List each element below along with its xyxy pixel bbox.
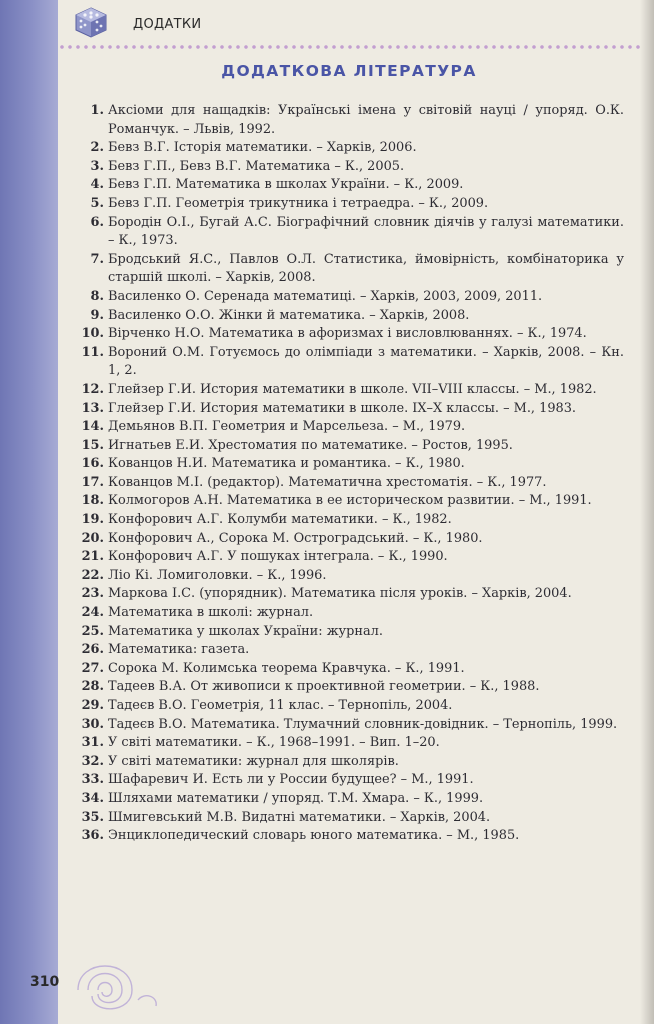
reference-number: 27.	[81, 660, 104, 676]
reference-text: Маркова І.С. (упорядник). Математика після уроків. – Харків, 2004.	[108, 586, 572, 602]
reference-number: 6.	[90, 214, 104, 230]
reference-text: Бевз Г.П., Бевз В.Г. Математика – К., 2005.	[108, 158, 405, 174]
reference-number: 9.	[90, 307, 104, 323]
reference-number: 11.	[81, 344, 104, 360]
reference-text: Бевз Г.П. Математика в школах України. – К., 2009.	[108, 177, 464, 193]
reference-item	[76, 660, 624, 679]
reference-number: 3.	[90, 158, 104, 174]
reference-text: Тадеєв В.О. Математика. Тлумачний словник-довідник. – Тернопіль, 1999.	[108, 716, 618, 732]
reference-number: 5.	[90, 195, 104, 211]
reference-item	[76, 214, 624, 251]
reference-number: 35.	[81, 809, 104, 825]
reference-number: 18.	[81, 493, 104, 509]
reference-item	[76, 325, 624, 344]
reference-item	[76, 195, 624, 214]
reference-item	[76, 753, 624, 772]
reference-item	[76, 697, 624, 716]
reference-item	[76, 400, 624, 419]
reference-text: Математика в школі: журнал.	[108, 605, 314, 621]
reference-text: Конфорович А.Г. Колумби математики. – К., 1982.	[108, 512, 452, 528]
reference-item	[76, 548, 624, 567]
reference-number: 32.	[81, 753, 104, 769]
reference-item	[76, 474, 624, 493]
reference-number: 7.	[90, 251, 104, 267]
reference-item	[76, 437, 624, 456]
reference-number: 28.	[81, 679, 104, 695]
dotted-divider	[58, 44, 640, 50]
reference-text: Василенко О.О. Жінки й математика. – Харків, 2008.	[108, 307, 470, 323]
reference-number: 16.	[81, 456, 104, 472]
reference-text: Глейзер Г.И. История математики в школе. IX–X классы. – М., 1983.	[108, 400, 577, 416]
reference-number: 33.	[81, 772, 104, 788]
reference-item	[76, 176, 624, 195]
reference-item	[76, 251, 624, 288]
reference-number: 15.	[81, 437, 104, 453]
reference-list	[76, 102, 624, 846]
reference-number: 17.	[81, 474, 104, 490]
reference-item	[76, 827, 624, 846]
reference-item	[76, 381, 624, 400]
reference-text: Бевз В.Г. Історія математики. – Харків, 2006.	[108, 140, 417, 156]
reference-text: Шафаревич И. Есть ли у России будущее? – М., 1991.	[108, 772, 474, 788]
reference-item	[76, 585, 624, 604]
reference-item	[76, 158, 624, 177]
reference-number: 12.	[81, 381, 104, 397]
reference-item	[76, 418, 624, 437]
swirl-ornament	[58, 950, 168, 1020]
reference-number: 36.	[81, 828, 104, 844]
reference-text: У світі математики: журнал для школярів.	[108, 753, 399, 769]
reference-number: 8.	[90, 288, 104, 304]
reference-text: Демьянов В.П. Геометрия и Марсельеза. – М., 1979.	[108, 419, 466, 435]
reference-item	[76, 567, 624, 586]
reference-item	[76, 716, 624, 735]
reference-number: 20.	[81, 530, 104, 546]
reference-text: Кованцов М.І. (редактор). Математична хрестоматія. – К., 1977.	[108, 474, 547, 490]
reference-item	[76, 102, 624, 139]
reference-text: Шмигевський М.В. Видатні математики. – Харків, 2004.	[108, 809, 491, 825]
reference-item	[76, 288, 624, 307]
reference-item	[76, 790, 624, 809]
reference-text: Бевз Г.П. Геометрія трикутника і тетраедра. – К., 2009.	[108, 195, 489, 211]
reference-text: Вороний О.М. Готуємось до олімпіади з математики. – Харків, 2008. – Кн. 1, 2.	[108, 344, 624, 379]
reference-text: Аксіоми для нащадків: Українські імена у світовій науці / упоряд. О.К. Романчук. – Львів, 1992.	[108, 103, 624, 137]
reference-number: 30.	[81, 716, 104, 732]
reference-text: Игнатьев Е.И. Хрестоматия по математике. – Ростов, 1995.	[108, 437, 513, 453]
reference-text: Колмогоров А.Н. Математика в ее историческом развитии. – М., 1991.	[108, 493, 592, 509]
reference-number: 22.	[81, 567, 104, 583]
reference-text: Тадеєв В.О. Геометрія, 11 клас. – Тернопіль, 2004.	[108, 698, 453, 713]
reference-text: Тадеев В.А. От живописи к проективной геометрии. – К., 1988.	[108, 679, 540, 695]
reference-number: 2.	[90, 140, 104, 156]
reference-number: 24.	[81, 605, 104, 621]
reference-number: 14.	[81, 419, 104, 435]
page-edge-shadow	[640, 0, 654, 1024]
reference-number: 29.	[81, 698, 104, 713]
reference-number: 21.	[81, 549, 104, 565]
page-number: 310	[30, 974, 60, 990]
reference-item	[76, 734, 624, 753]
reference-text: Конфорович А.Г. У пошуках інтеграла. – К., 1990.	[108, 549, 448, 565]
reference-text: Шляхами математики / упоряд. Т.М. Хмара. – К., 1999.	[108, 790, 484, 806]
reference-number: 26.	[81, 642, 104, 658]
reference-number: 31.	[81, 735, 104, 751]
reference-item	[76, 344, 624, 381]
cube-icon	[73, 6, 109, 38]
reference-number: 13.	[81, 400, 104, 416]
reference-text: Ліо Кі. Ломиголовки. – К., 1996.	[108, 567, 327, 583]
reference-item	[76, 771, 624, 790]
reference-text: Сорока М. Колимська теорема Кравчука. – К., 1991.	[108, 660, 465, 676]
reference-item	[76, 492, 624, 511]
reference-number: 4.	[90, 177, 104, 193]
reference-number: 23.	[81, 586, 104, 602]
reference-number: 34.	[81, 790, 104, 806]
page-title: ДОДАТКОВА ЛІТЕРАТУРА	[221, 62, 477, 80]
reference-item	[76, 307, 624, 326]
reference-item	[76, 604, 624, 623]
left-margin-strip	[0, 0, 58, 1024]
reference-number: 10.	[81, 326, 104, 342]
reference-text: У світі математики. – К., 1968–1991. – Вип. 1–20.	[108, 735, 440, 751]
reference-item	[76, 678, 624, 697]
reference-item	[76, 511, 624, 530]
reference-number: 25.	[81, 623, 104, 639]
reference-text: Бродський Я.С., Павлов О.Л. Статистика, ймовірність, комбінаторика у старшій школі. – Харків, 2008.	[108, 251, 624, 286]
reference-item	[76, 530, 624, 549]
reference-text: Математика: газета.	[108, 642, 250, 658]
reference-item	[76, 641, 624, 660]
reference-item	[76, 623, 624, 642]
reference-text: Математика у школах України: журнал.	[108, 623, 383, 639]
reference-text: Вірченко Н.О. Математика в афоризмах і висловлюваннях. – К., 1974.	[108, 326, 587, 342]
reference-item	[76, 139, 624, 158]
reference-text: Василенко О. Серенада математиці. – Харків, 2003, 2009, 2011.	[108, 288, 543, 304]
reference-item	[76, 809, 624, 828]
reference-number: 1.	[90, 103, 104, 118]
reference-text: Кованцов Н.И. Математика и романтика. – К., 1980.	[108, 456, 465, 472]
reference-text: Энциклопедический словарь юного математика. – М., 1985.	[108, 828, 520, 844]
reference-number: 19.	[81, 512, 104, 528]
reference-text: Глейзер Г.И. История математики в школе. VII–VIII классы. – М., 1982.	[108, 381, 597, 397]
reference-text: Конфорович А., Сорока М. Остроградський. – К., 1980.	[108, 530, 483, 546]
section-label: ДОДАТКИ	[133, 17, 202, 32]
reference-text: Бородін О.І., Бугай А.С. Біографічний словник діячів у галузі математики. – К., 1973.	[108, 214, 624, 249]
reference-item	[76, 455, 624, 474]
